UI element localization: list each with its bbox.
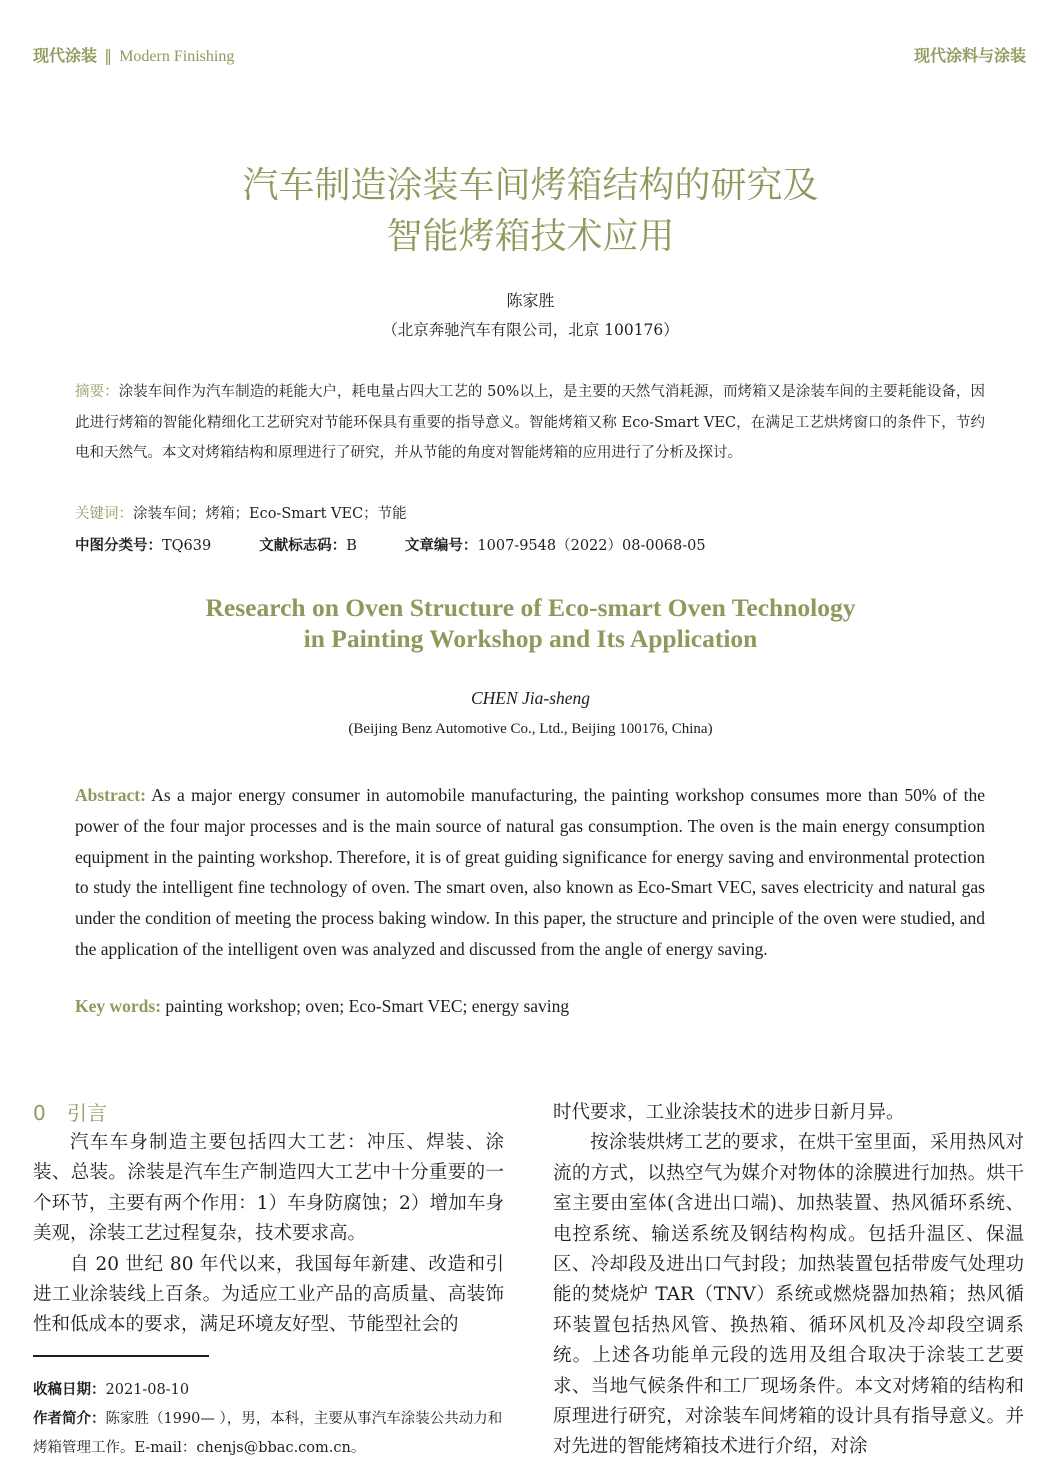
clc-value: TQ639 [162, 538, 212, 554]
title-en-line2: in Painting Workshop and Its Application [303, 624, 758, 653]
body-column-right [553, 1098, 1024, 1463]
received-date [33, 1378, 189, 1399]
paragraph: 时代要求，工业涂装技术的进步日新月异。 [553, 1102, 905, 1123]
author-bio [33, 1405, 513, 1463]
header-separator: ‖ [104, 46, 113, 65]
paragraph: 汽车车身制造主要包括四大工艺：冲压、焊装、涂装、总装。涂装是汽车生产制造四大工艺中十分重要的一个环节，主要有两个作用：1）车身防腐蚀；2）增加车身美观，涂装工艺过程复杂，技术要求高。 [33, 1132, 504, 1245]
section-title: 引言 [67, 1101, 107, 1125]
section-heading [33, 1098, 504, 1128]
abstract-cn [75, 377, 985, 469]
keywords-cn [75, 502, 407, 523]
abstract-en [75, 780, 985, 965]
paragraph: 自 20 世纪 80 年代以来，我国每年新建、改造和引进工业涂装线上百条。为适应工业产品的高质量、高装饰性和低成本的要求，满足环境友好型、节能型社会的 [33, 1253, 504, 1336]
doc-code-label: 文献标志码： [259, 538, 347, 554]
running-header-left [33, 43, 234, 66]
article-id-value: 1007-9548（2022）08-0068-05 [477, 538, 706, 554]
author-cn: 陈家胜 [506, 291, 555, 310]
article-id-label: 文章编号： [404, 538, 478, 554]
clc-label: 中图分类号： [75, 538, 162, 554]
section-number: 0 [33, 1101, 46, 1125]
bio-text: 陈家胜（1990— ），男，本科，主要从事汽车涂装公共动力和烤箱管理工作。E-mail：chenjs@bbac.com.cn。 [33, 1411, 503, 1456]
keywords-en [75, 996, 569, 1017]
journal-name-en: Modern Finishing [119, 48, 235, 65]
keywords-en-label: Key words: [75, 996, 162, 1016]
doc-code-value: B [346, 538, 357, 554]
received-label: 收稿日期： [33, 1382, 106, 1398]
bio-label: 作者简介： [33, 1411, 106, 1427]
running-header-column: 现代涂料与涂装 [913, 46, 1026, 65]
abstract-cn-text: 涂装车间作为汽车制造的耗能大户，耗电量占四大工艺的 50%以上，是主要的天然气消耗源，而烤箱又是涂装车间的主要耗能设备，因此进行烤箱的智能化精细化工艺研究对节能环保具有重要的指导意义。智能烤箱又称 Eco-Smart VEC，在满足工艺烘烤窗口的条件下，节约电和天然气。本文对烤箱结构和原理进行了研究，并从节能的角度对智能烤箱的应用进行了分析及探讨。 [75, 384, 985, 461]
body-column-left [33, 1098, 504, 1341]
abstract-cn-label: 摘要： [75, 384, 119, 400]
title-cn-line2: 智能烤箱技术应用 [386, 216, 675, 257]
affiliation-en: (Beijing Benz Automotive Co., Ltd., Beijing 100176, China) [348, 721, 713, 737]
footnote-divider [33, 1355, 209, 1357]
classification-line [75, 534, 706, 555]
paragraph: 按涂装烘烤工艺的要求，在烘干室里面，采用热风对流的方式，以热空气为媒介对物体的涂膜进行加热。烘干室主要由室体(含进出口端)、加热装置、热风循环系统、电控系统、输送系统及钢结构构成。包括升温区、保温区、冷却段及进出口气封段；加热装置包括带废气处理功能的焚烧炉 TAR（TNV）系统或燃烧器加热箱；热风循环装置包括热风管、换热箱、循环风机及冷却段空调系统。上述各功能单元段的选用及组合取决于涂装工艺要求、当地气候条件和工厂现场条件。本文对烤箱的结构和原理进行研究，对涂装车间烤箱的设计具有指导意义。并对先进的智能烤箱技术进行介绍，对涂 [553, 1132, 1024, 1458]
abstract-en-label: Abstract: [75, 785, 146, 805]
title-en-line1: Research on Oven Structure of Eco-smart Oven Technology [205, 593, 856, 622]
keywords-en-text: painting workshop; oven; Eco-Smart VEC; energy saving [165, 996, 570, 1016]
journal-name-cn: 现代涂装 [33, 46, 98, 65]
author-en: CHEN Jia-sheng [470, 688, 591, 708]
abstract-en-text: As a major energy consumer in automobile manufacturing, the painting workshop consumes more than 50% of the power of the four major processes and is the main source of natural gas consumption. The oven is the main energy consumption equipment in the painting workshop. Therefore, it is of great guiding significance for energy saving and environmental protection to study the intelligent fine technology of oven. The smart oven, also known as Eco-Smart VEC, saves electricity and natural gas under the condition of meeting the process baking window. In this paper, the structure and principle of the oven were studied, and the application of the intelligent oven was analyzed and discussed from the angle of energy saving. [75, 785, 985, 959]
keywords-cn-text: 涂装车间；烤箱；Eco-Smart VEC；节能 [133, 506, 407, 522]
affiliation-cn: （北京奔驰汽车有限公司，北京 100176） [382, 321, 679, 339]
keywords-cn-label: 关键词： [75, 506, 133, 522]
received-value: 2021-08-10 [105, 1382, 190, 1398]
title-cn-line1: 汽车制造涂装车间烤箱结构的研究及 [242, 165, 819, 206]
